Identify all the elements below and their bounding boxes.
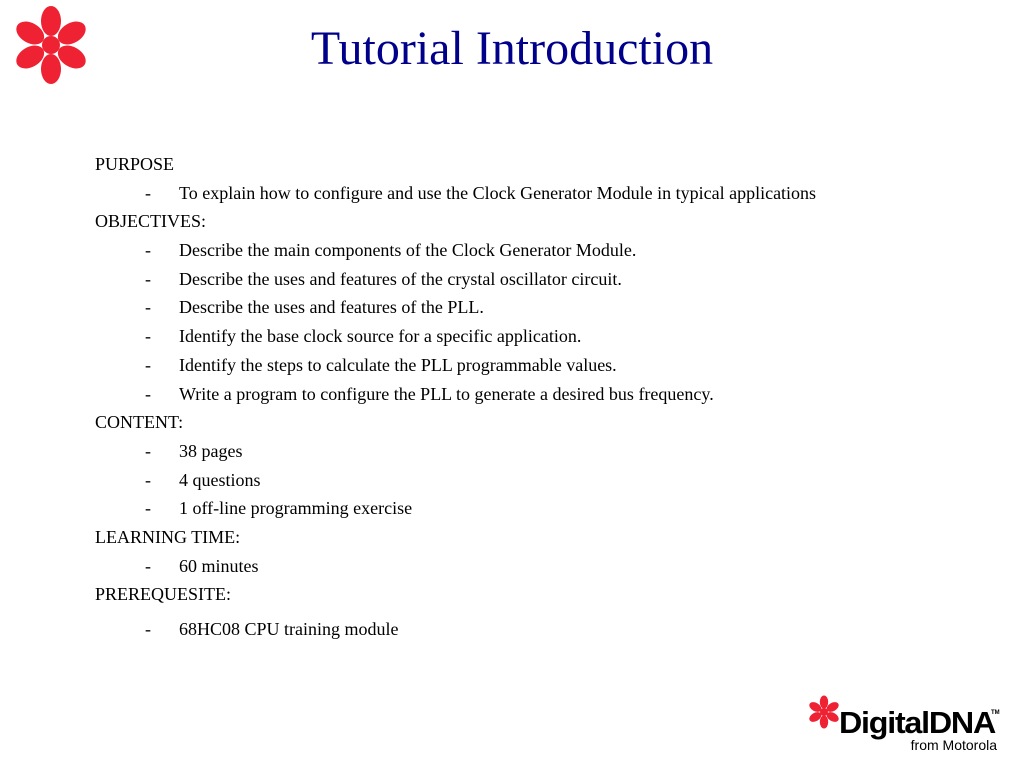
bullet-dash: - [145, 498, 151, 519]
objective-item-text: Describe the main components of the Clock Generator Module. [179, 240, 637, 261]
bullet-dash: - [145, 354, 151, 375]
prerequisite-item-text: 68HC08 CPU training module [179, 619, 399, 639]
slide-title: Tutorial Introduction [310, 22, 714, 75]
objective-item-text: Identify the base clock source for a specific application. [179, 326, 582, 347]
content-item [95, 466, 975, 495]
bullet-dash: - [145, 240, 151, 261]
logo-word-digital: Digital [839, 705, 926, 740]
objective-item-text: Describe the uses and features of the crystal oscillator circuit. [179, 268, 622, 289]
logo-trademark: TM [991, 710, 1000, 716]
bullet-dash: - [145, 619, 151, 639]
objective-item-text: Describe the uses and features of the PLL. [179, 297, 484, 318]
objective-item [95, 351, 975, 380]
objectives-list [95, 236, 975, 408]
objective-item [95, 293, 975, 322]
prerequisite-item [95, 615, 975, 644]
learning-time-item [95, 552, 975, 581]
motorola-flower-icon [808, 696, 840, 729]
content-item-text: 1 off-line programming exercise [179, 498, 413, 519]
prerequisite-heading: PREREQUESITE: [95, 584, 232, 605]
purpose-item-text: To explain how to configure and use the Clock Generator Module in typical applications [179, 182, 817, 203]
objective-item [95, 265, 975, 294]
bullet-dash: - [145, 440, 151, 461]
learning-time-heading: LEARNING TIME: [95, 526, 241, 547]
prerequisite-list [95, 615, 975, 644]
objective-item-text: Identify the steps to calculate the PLL programmable values. [179, 354, 617, 375]
bullet-dash: - [145, 383, 151, 404]
content-item-text: 38 pages [179, 440, 243, 461]
purpose-item [95, 179, 975, 208]
bullet-dash: - [145, 297, 151, 318]
content-list [95, 437, 975, 523]
purpose-list [95, 179, 975, 208]
objective-item [95, 236, 975, 265]
learning-time-item-text: 60 minutes [179, 555, 259, 576]
bullet-dash: - [145, 268, 151, 289]
objective-item [95, 380, 975, 409]
digital-dna-logo [808, 692, 1003, 754]
svg-text:DigitalDNA [839, 705, 996, 740]
learning-time-list [95, 552, 975, 581]
logo-word-dna: DNA [928, 705, 993, 740]
content-heading: CONTENT: [95, 412, 184, 433]
purpose-heading: PURPOSE [95, 154, 175, 174]
objective-item-text: Write a program to configure the PLL to generate a desired bus frequency. [179, 383, 714, 404]
content-item [95, 437, 975, 466]
bullet-dash: - [145, 469, 151, 490]
content-item [95, 494, 975, 523]
slide-outline [95, 150, 975, 644]
bullet-dash: - [145, 555, 151, 576]
content-item-text: 4 questions [179, 469, 261, 490]
bullet-dash: - [145, 326, 151, 347]
objective-item [95, 322, 975, 351]
bullet-dash: - [145, 182, 151, 203]
logo-subtitle: from Motorola [910, 737, 997, 753]
objectives-heading: OBJECTIVES: [95, 211, 207, 232]
